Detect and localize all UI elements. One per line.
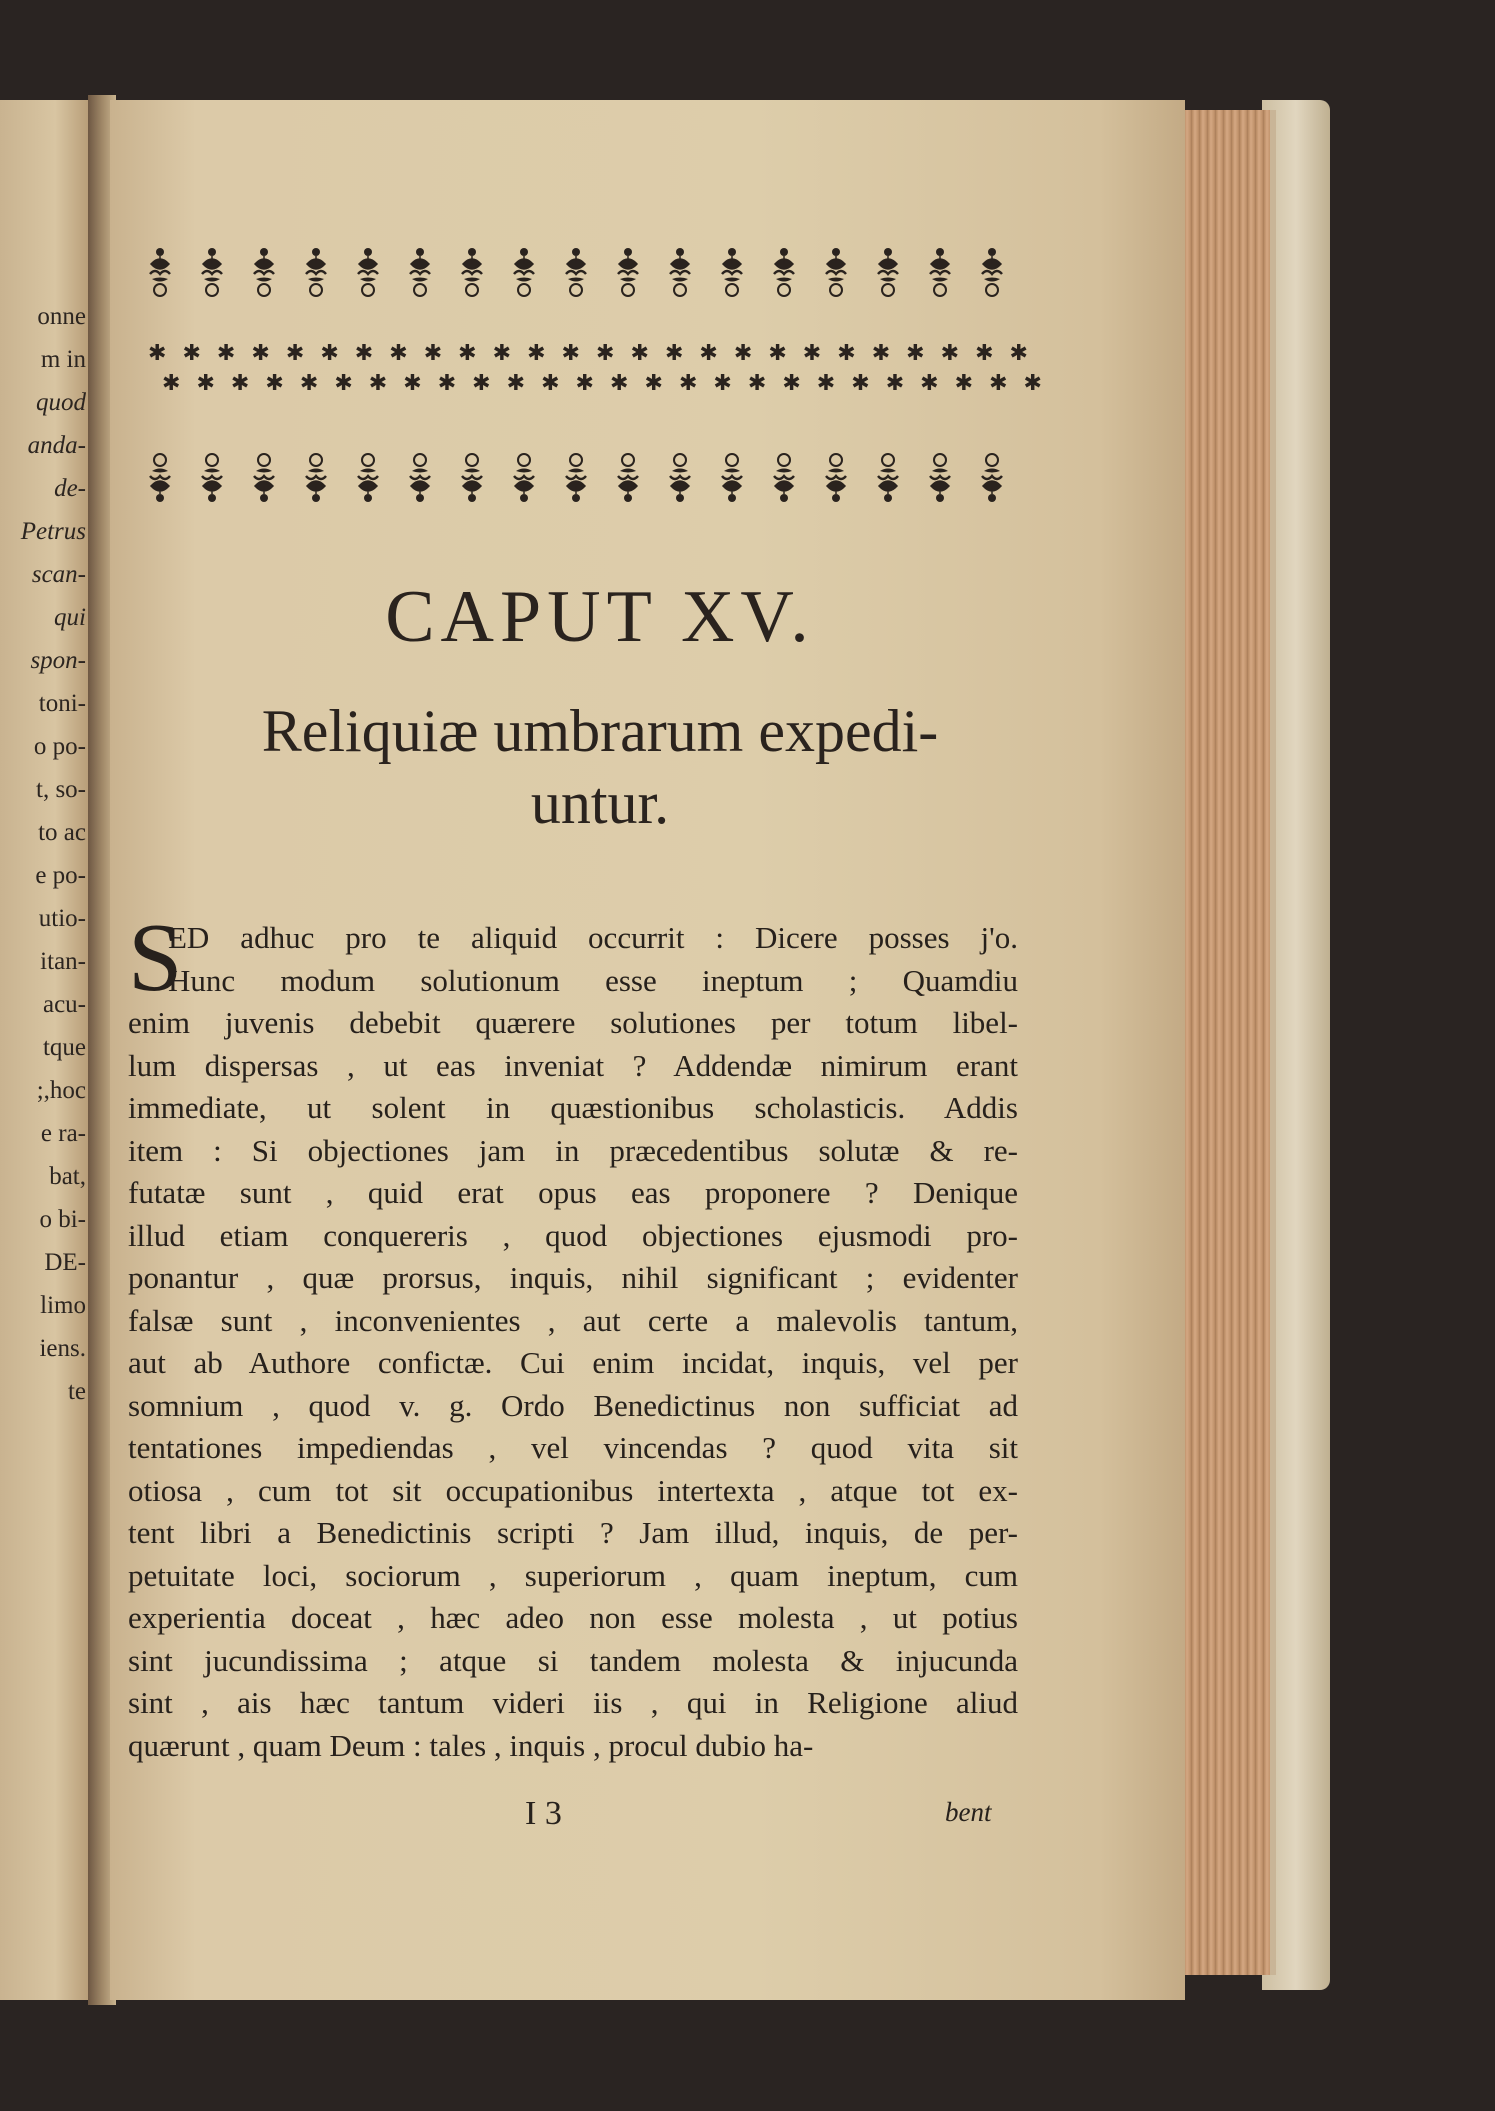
left-line: ;,hoc [36,1077,86,1104]
left-line: e ra- [40,1120,86,1147]
left-line: Petrus [20,518,86,545]
text-line: lum dispersas , ut eas inveniat ? Addendæ nimirum erant [128,1047,1018,1083]
body-text [128,904,1018,1767]
left-line: acu- [42,991,86,1018]
svg-text:✱ ✱ ✱ ✱ ✱ ✱ ✱ ✱ ✱ ✱ ✱ ✱ ✱ ✱ ✱: ✱ ✱ ✱ ✱ ✱ ✱ ✱ ✱ ✱ ✱ ✱ ✱ ✱ ✱ ✱ ✱ ✱ ✱ ✱ ✱ ✱ ✱ ✱ ✱ ✱ ✱ [162,371,1042,396]
subheading-line: Reliquiæ umbrarum expedi- [261,698,939,764]
left-line: anda- [27,432,86,459]
drop-cap: S [128,904,183,1012]
left-page-fragment [0,100,92,2000]
text-line: immediate, ut solent in quæstionibus scholasticis. Addis [128,1090,1018,1125]
left-line: t, so- [36,776,86,803]
text-line: quærunt , quam Deum : tales , inquis , procul dubio ha- [128,1727,814,1763]
left-page-text [0,295,86,1413]
left-line: to ac [38,819,86,846]
text-line: somnium , quod v. g. Ordo Benedictinus non sufficiat ad [128,1387,1018,1423]
text-line: sint , ais hæc tantum videri iis , qui in Religione aliud [128,1685,1018,1720]
left-line: DE- [44,1249,86,1276]
left-line: utio- [38,905,86,932]
left-line: e po- [35,862,86,889]
chapter-heading: CAPUT XV. [385,576,815,658]
text-line: otiosa , cum tot sit occupationibus intertexta , atque tot ex- [128,1472,1018,1508]
signature-mark: I 3 [525,1795,562,1832]
text-line: tentationes impediendas , vel vincendas ? quod vita sit [128,1430,1018,1465]
left-line: de- [54,475,86,502]
text-line: sint jucundissima ; atque si tandem molesta & injucunda [128,1642,1018,1678]
text-line: illud etiam conquereris , quod objectiones ejusmodi pro- [128,1217,1018,1253]
left-line: limo [40,1292,86,1319]
text-line: tent libri a Benedictinis scripti ? Jam illud, inquis, de per- [128,1515,1018,1550]
left-line: scan- [31,561,86,588]
chapter-subheading [150,695,1050,839]
left-line: itan- [40,948,86,975]
left-line: onne [37,303,86,330]
left-line: tque [42,1034,86,1061]
text-line: ED adhuc pro te aliquid occurrit : Dicere posses j'o. [168,920,1018,955]
left-line: o bi- [39,1206,86,1233]
catchword: bent [945,1797,992,1827]
subheading-line: untur. [530,770,670,836]
text-line: experientia doceat , hæc adeo non esse molesta , ut potius [128,1600,1018,1635]
left-line: spon- [30,647,86,674]
svg-text:✱ ✱ ✱ ✱ ✱ ✱ ✱ ✱ ✱ ✱ ✱ ✱ ✱ ✱ ✱: ✱ ✱ ✱ ✱ ✱ ✱ ✱ ✱ ✱ ✱ ✱ ✱ ✱ ✱ ✱ ✱ ✱ ✱ ✱ ✱ ✱ ✱ ✱ ✱ ✱ ✱ [148,341,1028,366]
left-line: m in [40,346,86,373]
left-line: quod [36,389,86,416]
left-line: o po- [33,733,86,760]
text-line: aut ab Authore confictæ. Cui enim incidat, inquis, vel per [128,1345,1018,1380]
left-line: qui [54,604,86,631]
text-line: item : Si objectiones jam in præcedentibus solutæ & re- [128,1132,1018,1168]
ornament-band [140,240,1040,510]
text-line: falsæ sunt , inconvenientes , aut certe a malevolis tantum, [128,1302,1018,1338]
text-line: enim juvenis debebit quærere solutiones per totum libel- [128,1005,1018,1040]
text-line: petuitate loci, sociorum , superiorum , quam ineptum, cum [128,1557,1018,1593]
left-line: bat, [49,1163,86,1190]
text-line: ponantur , quæ prorsus, inquis, nihil significant ; evidenter [128,1260,1018,1295]
text-line: futatæ sunt , quid erat opus eas proponere ? Denique [128,1175,1018,1210]
left-line: iens. [39,1335,86,1362]
left-line: toni- [38,690,86,717]
left-line: te [67,1378,86,1405]
text-line: Hunc modum solutionum esse ineptum ; Quamdiu [168,962,1018,998]
